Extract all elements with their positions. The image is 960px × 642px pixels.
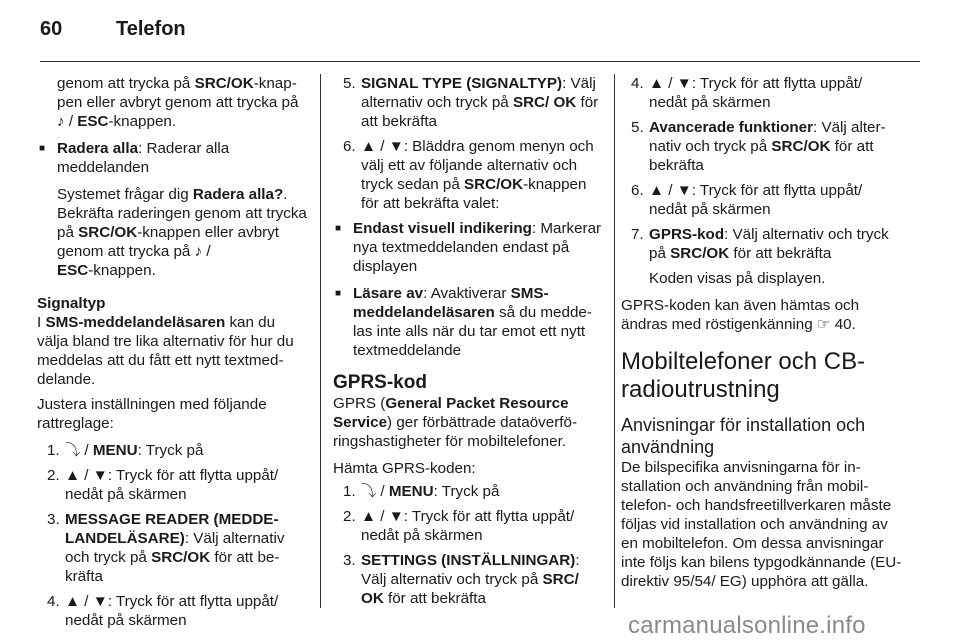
gprs-step-6: 6. ▲ / ▼: Tryck för att flytta uppåt/ nedåt på skärmen: [631, 182, 863, 218]
column-2: [333, 74, 605, 614]
step-3: 3. MESSAGE READER (MEDDELANDELÄSARE): Välj alternativ och tryck på SRC/OK för att bekräfta: [47, 511, 285, 585]
header-rule: [40, 61, 920, 62]
page-header: [0, 0, 960, 62]
signaltyp-section: Signaltyp I SMS-meddelandeläsaren kan du välja bland tre lika alternativ för hur du meddelas att du fått ett nytt textmeddelande.: [37, 295, 294, 388]
step-4: 4. ▲ / ▼: Tryck för att flytta uppåt/ nedåt på skärmen: [47, 593, 279, 629]
anvisningar-paragraph: De bilspecifika anvisningarna för installation och användning från mobiltelefon- och handsfreetillverkaren måste följas vid installation och användning av en mobiltelefon. Om dessa anvisningar inte följs kan bilens typgodkännande (EU-direktiv 95/54/ EG) upphöra att gälla.: [621, 459, 902, 590]
anvisningar-heading: Anvisningar för installation och användning: [621, 415, 866, 457]
gprs-step-1: 1. ⤵ / MENU: Tryck på: [343, 483, 500, 500]
back-icon: ♪: [194, 243, 203, 260]
page-number: 60: [40, 18, 63, 40]
hamta-paragraph: Hämta GPRS-koden:: [333, 460, 476, 477]
bullet-radera-alla: ■ Radera alla: Raderar alla meddelanden: [37, 139, 309, 177]
mobiltelefoner-heading: Mobiltelefoner och CB-radioutrustning: [621, 348, 866, 403]
back-icon: ♪: [57, 113, 65, 130]
column-3: [621, 74, 903, 599]
column-divider-2: [614, 74, 615, 608]
section-title: Telefon: [116, 18, 186, 40]
step-2: 2. ▲ / ▼: Tryck för att flytta uppåt/ nedåt på skärmen: [47, 467, 279, 503]
watermark: carmanualsonline.info: [628, 612, 866, 639]
phone-icon: ⤵: [361, 483, 377, 500]
radera-explanation: Systemet frågar dig Radera alla?. Bekräfta raderingen genom att trycka på SRC/OK-knappen eller avbryt genom att trycka på ♪ / ESC-knappen.: [57, 186, 307, 279]
gprs-step-3: 3. SETTINGS (INSTÄLLNINGAR): Välj alternativ och tryck på SRC/ OK för att bekräfta: [343, 552, 580, 607]
bullet-endast-visuell: ■ Endast visuell indikering: Markerar nya textmeddelanden endast på displayen: [333, 219, 605, 276]
continued-paragraph: genom att trycka på SRC/OK-knappen eller avbryt genom att trycka på ♪ / ESC-knappen.: [57, 75, 299, 130]
step-6: 6. ▲ / ▼: Bläddra genom menyn och välj ett av följande alternativ och tryck sedan på SRC/OK-knappen för att bekräfta valet:: [343, 138, 594, 212]
page-reference: ☞ 40.: [816, 316, 856, 333]
gprs-step-5: 5. Avancerade funktioner: Välj alternativ och tryck på SRC/OK för att bekräfta: [631, 119, 886, 174]
step-5: 5. SIGNAL TYPE (SIGNALTYP): Välj alternativ och tryck på SRC/ OK för att bekräfta: [343, 75, 599, 130]
justera-paragraph: Justera inställningen med följande rattreglage:: [37, 396, 267, 432]
step-1: 1. ⤵ / MENU: Tryck på: [47, 442, 204, 459]
gprs-paragraph: GPRS (General Packet Resource Service) ger förbättrade dataöverföringshastigheter för mobiltelefoner.: [333, 395, 577, 450]
signaltyp-heading: Signaltyp: [37, 295, 106, 312]
voice-reference-paragraph: GPRS-koden kan även hämtas och ändras med röstigenkänning ☞ 40.: [621, 297, 860, 333]
column-1: [37, 74, 309, 636]
koden-paragraph: Koden visas på displayen.: [649, 270, 826, 287]
gprs-heading: GPRS-kod: [333, 372, 427, 393]
column-divider-1: [320, 74, 321, 608]
bullet-lasare-av: ■ Läsare av: Avaktiverar SMS-meddelandeläsaren så du meddelas inte alls när du tar emot ett nytt textmeddelande: [333, 284, 605, 360]
gprs-step-4: 4. ▲ / ▼: Tryck för att flytta uppåt/ nedåt på skärmen: [631, 75, 863, 111]
phone-icon: ⤵: [65, 442, 81, 459]
gprs-step-2: 2. ▲ / ▼: Tryck för att flytta uppåt/ nedåt på skärmen: [343, 508, 575, 544]
gprs-step-7: 7. GPRS-kod: Välj alternativ och tryck på SRC/OK för att bekräfta: [631, 226, 889, 262]
